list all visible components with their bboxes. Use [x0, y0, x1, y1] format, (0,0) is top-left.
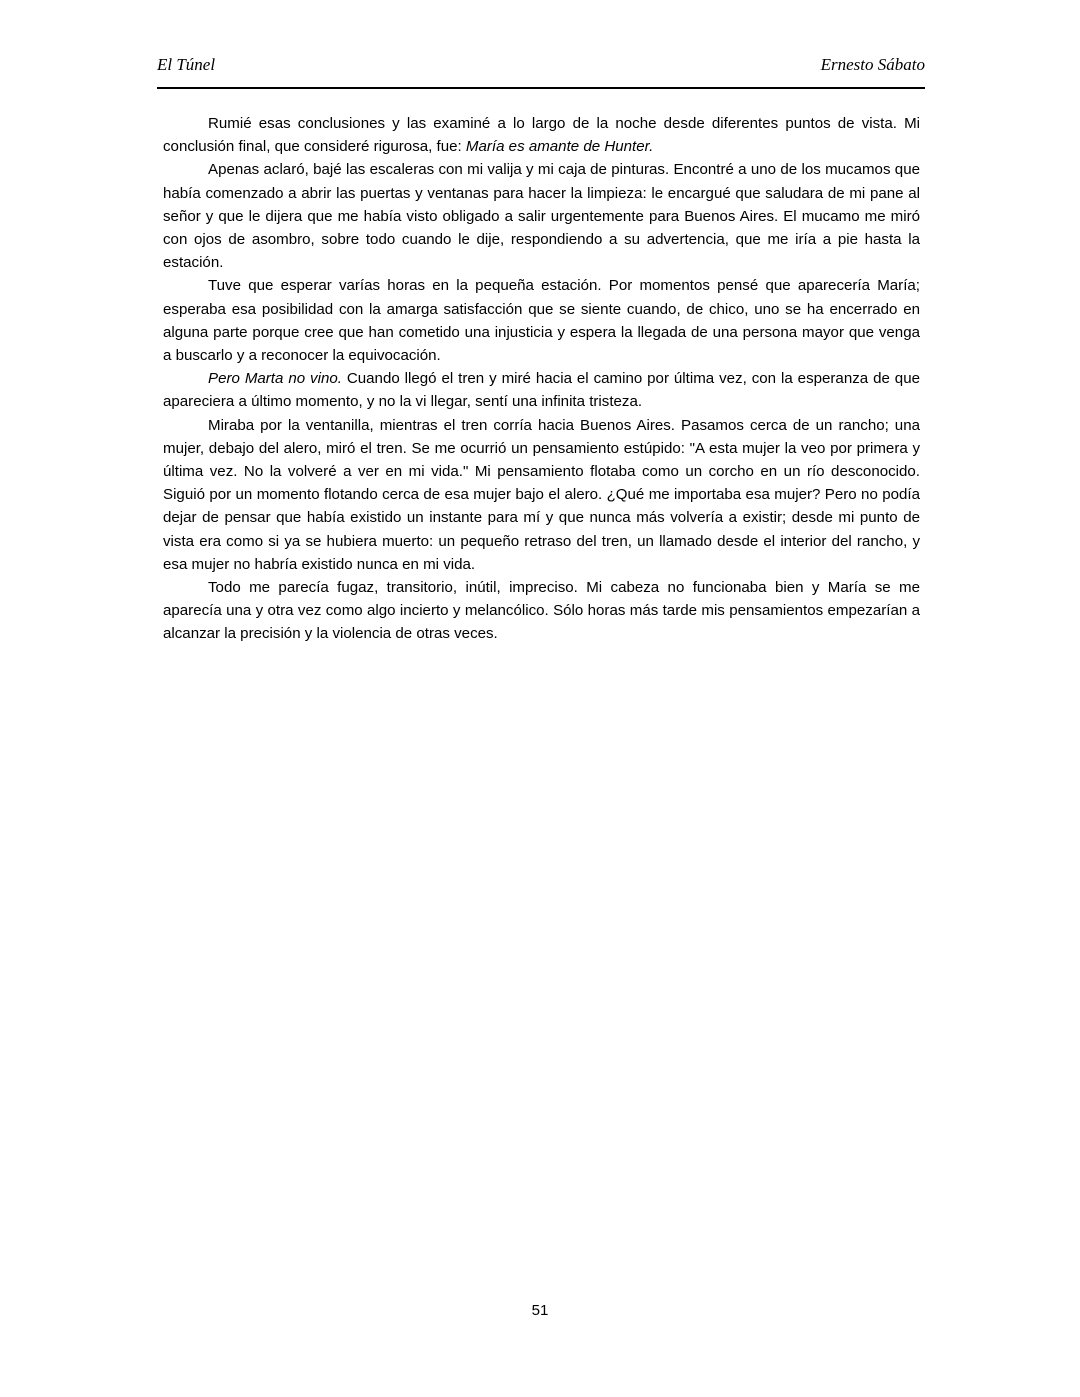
emphasis-run: María es amante de Hunter.	[465, 138, 654, 156]
text-run: Rumié esas conclusiones y las examiné a lo largo de la noche desde diferentes puntos de vista. Mi conclusión final, que consideré rigurosa, fue:	[163, 115, 920, 156]
paragraph	[163, 274, 920, 367]
paragraph	[163, 367, 920, 413]
text-run: Cuando llegó el tren y miré hacia el camino por última vez, con la esperanza de que apareciera a último momento, y no la vi llegar, sentí una infinita tristeza.	[163, 370, 920, 411]
paragraph	[163, 158, 920, 274]
page-number: 51	[531, 1302, 549, 1319]
text-run: Tuve que esperar varías horas en la pequeña estación. Por momentos pensé que aparecería María; esperaba esa posibilidad con la amarga satisfacción que se siente cuando, de chico, uno se ha encerrado en alguna parte porque cree que han cometido una injusticia y espera la llegada de una persona mayor que venga a buscarlo y a reconocer la equivocación.	[163, 277, 920, 365]
emphasis-run: Pero Marta no vino.	[208, 370, 342, 388]
text-run: Miraba por la ventanilla, mientras el tren corría hacia Buenos Aires. Pasamos cerca de un rancho; una mujer, debajo del alero, miró el tren. Se me ocurrió un pensamiento estúpido: "A esta mujer la veo por primera y última vez. No la volveré a ver en mi vida." Mi pensamiento flotaba como un corcho en un río desconocido. Siguió por un momento flotando cerca de esa mujer bajo el alero. ¿Qué me importaba esa mujer? Pero no podía dejar de pensar que había existido un instante para mí y que nunca más volvería a existir; desde mi punto de vista era como si ya se hubiera muerto: un pequeño retraso del tren, un llamado desde el interior del rancho, y esa mujer no habría existido nunca en mi vida.	[163, 416, 920, 573]
body-text	[163, 112, 920, 646]
running-head	[157, 54, 925, 76]
paragraph	[163, 576, 920, 646]
text-run: Apenas aclaró, bajé las escaleras con mi valija y mi caja de pinturas. Encontré a uno de los mucamos que había comenzado a abrir las puertas y ventanas para hacer la limpieza: le encargué que saludara de mi pane al señor y que le dijera que me había visto obligado a salir urgentemente para Buenos Aires. El mucamo me miró con ojos de asombro, sobre todo cuando le dije, respondiendo a su advertencia, que me iría a pie hasta la estación.	[163, 161, 920, 272]
header-rule	[157, 87, 925, 89]
paragraph	[163, 414, 920, 576]
running-head-author: Ernesto Sábato	[820, 55, 925, 74]
paragraph	[163, 112, 920, 158]
running-head-book-title: El Túnel	[157, 55, 216, 74]
text-run: Todo me parecía fugaz, transitorio, inútil, impreciso. Mi cabeza no funcionaba bien y María se me aparecía una y otra vez como algo incierto y melancólico. Sólo horas más tarde mis pensamientos empezarían a alcanzar la precisión y la violencia de otras veces.	[163, 579, 920, 643]
